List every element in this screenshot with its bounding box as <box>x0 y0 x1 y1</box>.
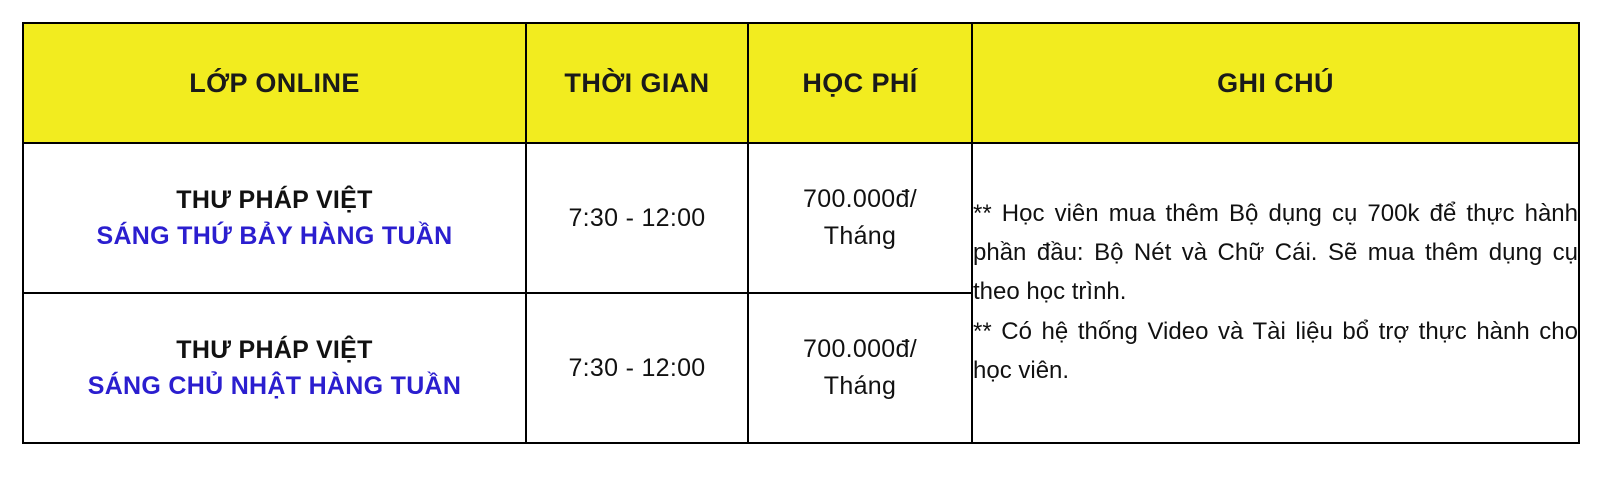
note-line-1: ** Học viên mua thêm Bộ dụng cụ 700k để thực hành phần đầu: Bộ Nét và Chữ Cái. Sẽ mua thêm dụng cụ theo học trình. <box>973 199 1578 305</box>
time-cell: 7:30 - 12:00 <box>526 293 748 443</box>
header-row <box>23 23 1579 143</box>
column-header-fee: HỌC PHÍ <box>748 23 972 143</box>
column-header-class: LỚP ONLINE <box>23 23 526 143</box>
tuition-schedule-table <box>22 22 1580 444</box>
column-header-time: THỜI GIAN <box>526 23 748 143</box>
class-title: THƯ PHÁP VIỆT <box>176 185 373 214</box>
fee-period: Tháng <box>823 372 897 400</box>
table-header <box>23 23 1579 143</box>
fee-amount: 700.000đ/ <box>803 334 917 363</box>
note-line-2: ** Có hệ thống Video và Tài liệu bổ trợ thực hành cho học viên. <box>973 318 1578 385</box>
column-header-note: GHI CHÚ <box>972 23 1579 143</box>
time-cell: 7:30 - 12:00 <box>526 143 748 293</box>
table-body <box>23 143 1579 443</box>
class-cell <box>23 293 526 443</box>
class-cell <box>23 143 526 293</box>
fee-cell <box>748 293 972 443</box>
fee-amount: 700.000đ/ <box>803 184 917 213</box>
class-subtitle: SÁNG THỨ BẢY HÀNG TUẦN <box>96 222 453 250</box>
class-subtitle: SÁNG CHỦ NHẬT HÀNG TUẦN <box>87 372 462 400</box>
class-title: THƯ PHÁP VIỆT <box>176 335 373 364</box>
fee-period: Tháng <box>823 222 897 250</box>
note-cell <box>972 143 1579 443</box>
fee-cell <box>748 143 972 293</box>
tuition-schedule-sheet <box>22 22 1578 444</box>
table-row <box>23 143 1579 293</box>
